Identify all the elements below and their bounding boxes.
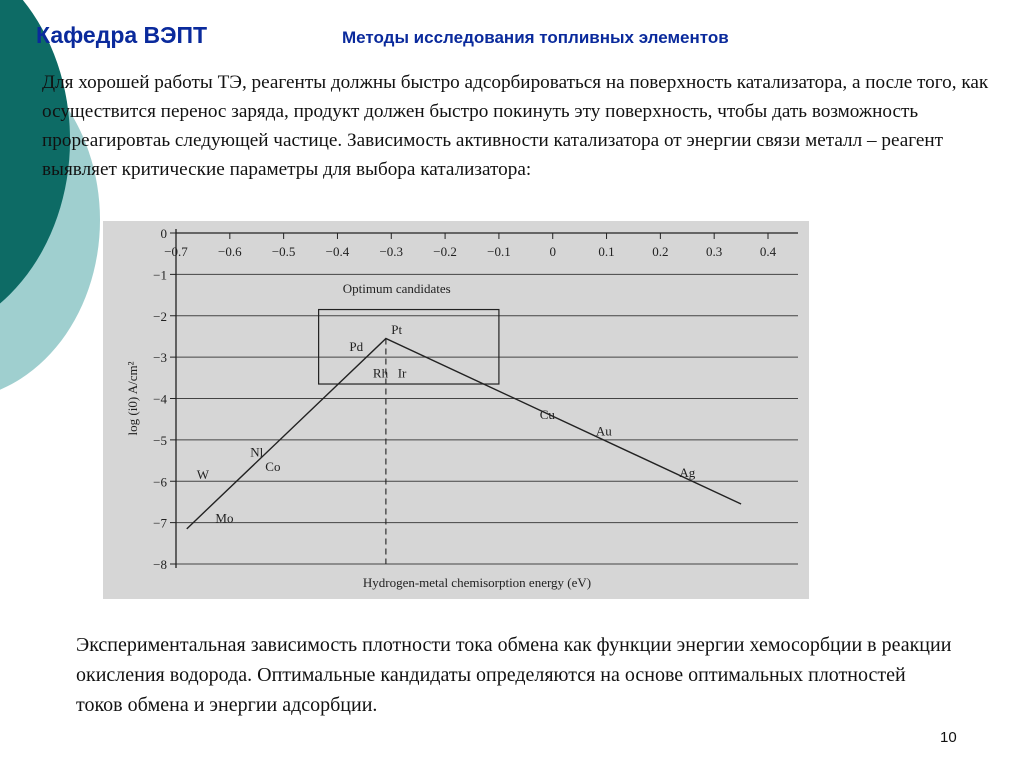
page-number: 10 bbox=[940, 729, 957, 746]
y-tick-label: −3 bbox=[153, 350, 167, 366]
slide-topic: Методы исследования топливных элементов bbox=[342, 28, 729, 47]
x-axis-label: Hydrogen-metal chemisorption energy (eV) bbox=[362, 575, 592, 590]
x-tick-label: 0 bbox=[549, 244, 556, 259]
metal-label: Ag bbox=[679, 464, 696, 480]
metal-label: W bbox=[196, 467, 210, 483]
optimum-box bbox=[319, 310, 499, 384]
metal-label: Pd bbox=[349, 338, 364, 354]
y-tick-label: −8 bbox=[153, 557, 167, 572]
x-tick-label: −0.1 bbox=[487, 244, 511, 259]
figure-caption: Экспериментальная зависимость плотности тока обмена как функции энергии хемосорбции в реакции окисления водорода. Оптимальные кандидаты определяются на основе оптимальных плотностей токов обмена и энергии адсорбции. bbox=[76, 634, 952, 716]
x-tick-label: 0.1 bbox=[598, 244, 615, 259]
x-tick-label: −0.3 bbox=[379, 244, 404, 259]
y-tick-label: −6 bbox=[153, 474, 167, 490]
y-tick-label: −4 bbox=[153, 391, 167, 407]
metal-label: Rh bbox=[372, 365, 389, 381]
metal-label: Cu bbox=[539, 407, 555, 423]
x-tick-label: −0.5 bbox=[271, 244, 296, 259]
x-tick-label: −0.7 bbox=[164, 244, 188, 259]
optimum-box-label: Optimum candidates bbox=[342, 280, 451, 296]
y-tick-label: −5 bbox=[153, 432, 167, 448]
y-tick-label: −2 bbox=[153, 308, 167, 324]
x-tick-label: −0.6 bbox=[218, 244, 242, 259]
volcano-line bbox=[187, 339, 741, 529]
y-tick-label: 0 bbox=[160, 226, 167, 241]
x-tick-label: 0.4 bbox=[759, 244, 777, 259]
metal-label: Au bbox=[595, 423, 612, 439]
metal-label: Mo bbox=[215, 510, 234, 526]
x-tick-label: −0.4 bbox=[325, 244, 350, 259]
department-title: Кафедра ВЭПТ bbox=[36, 22, 208, 48]
metal-label: Ir bbox=[397, 365, 407, 381]
y-tick-label: −1 bbox=[153, 267, 167, 283]
x-tick-label: 0.3 bbox=[706, 244, 723, 259]
x-tick-label: −0.2 bbox=[433, 244, 457, 259]
intro-paragraph: Для хорошей работы ТЭ, реагенты должны быстро адсорбироваться на поверхность катализатора, а после того, как осуществится перенос заряда, продукт должен быстро покинуть эту поверхность, чтобы дать возможность прореагировтаь следующей частице. Зависимость активности катализатора от энергии связи металл – реагент выявляет критические параметры для выбора катализатора: bbox=[42, 72, 989, 180]
y-tick-label: −7 bbox=[153, 515, 167, 531]
metal-label: Nl bbox=[250, 444, 264, 460]
metal-label: Pt bbox=[391, 322, 403, 338]
x-tick-label: 0.2 bbox=[652, 244, 669, 259]
metal-label: Co bbox=[265, 458, 281, 474]
y-axis-label: log (i0) A/cm² bbox=[125, 361, 140, 436]
chart-image-frame bbox=[103, 221, 809, 599]
volcano-chart bbox=[103, 221, 809, 599]
